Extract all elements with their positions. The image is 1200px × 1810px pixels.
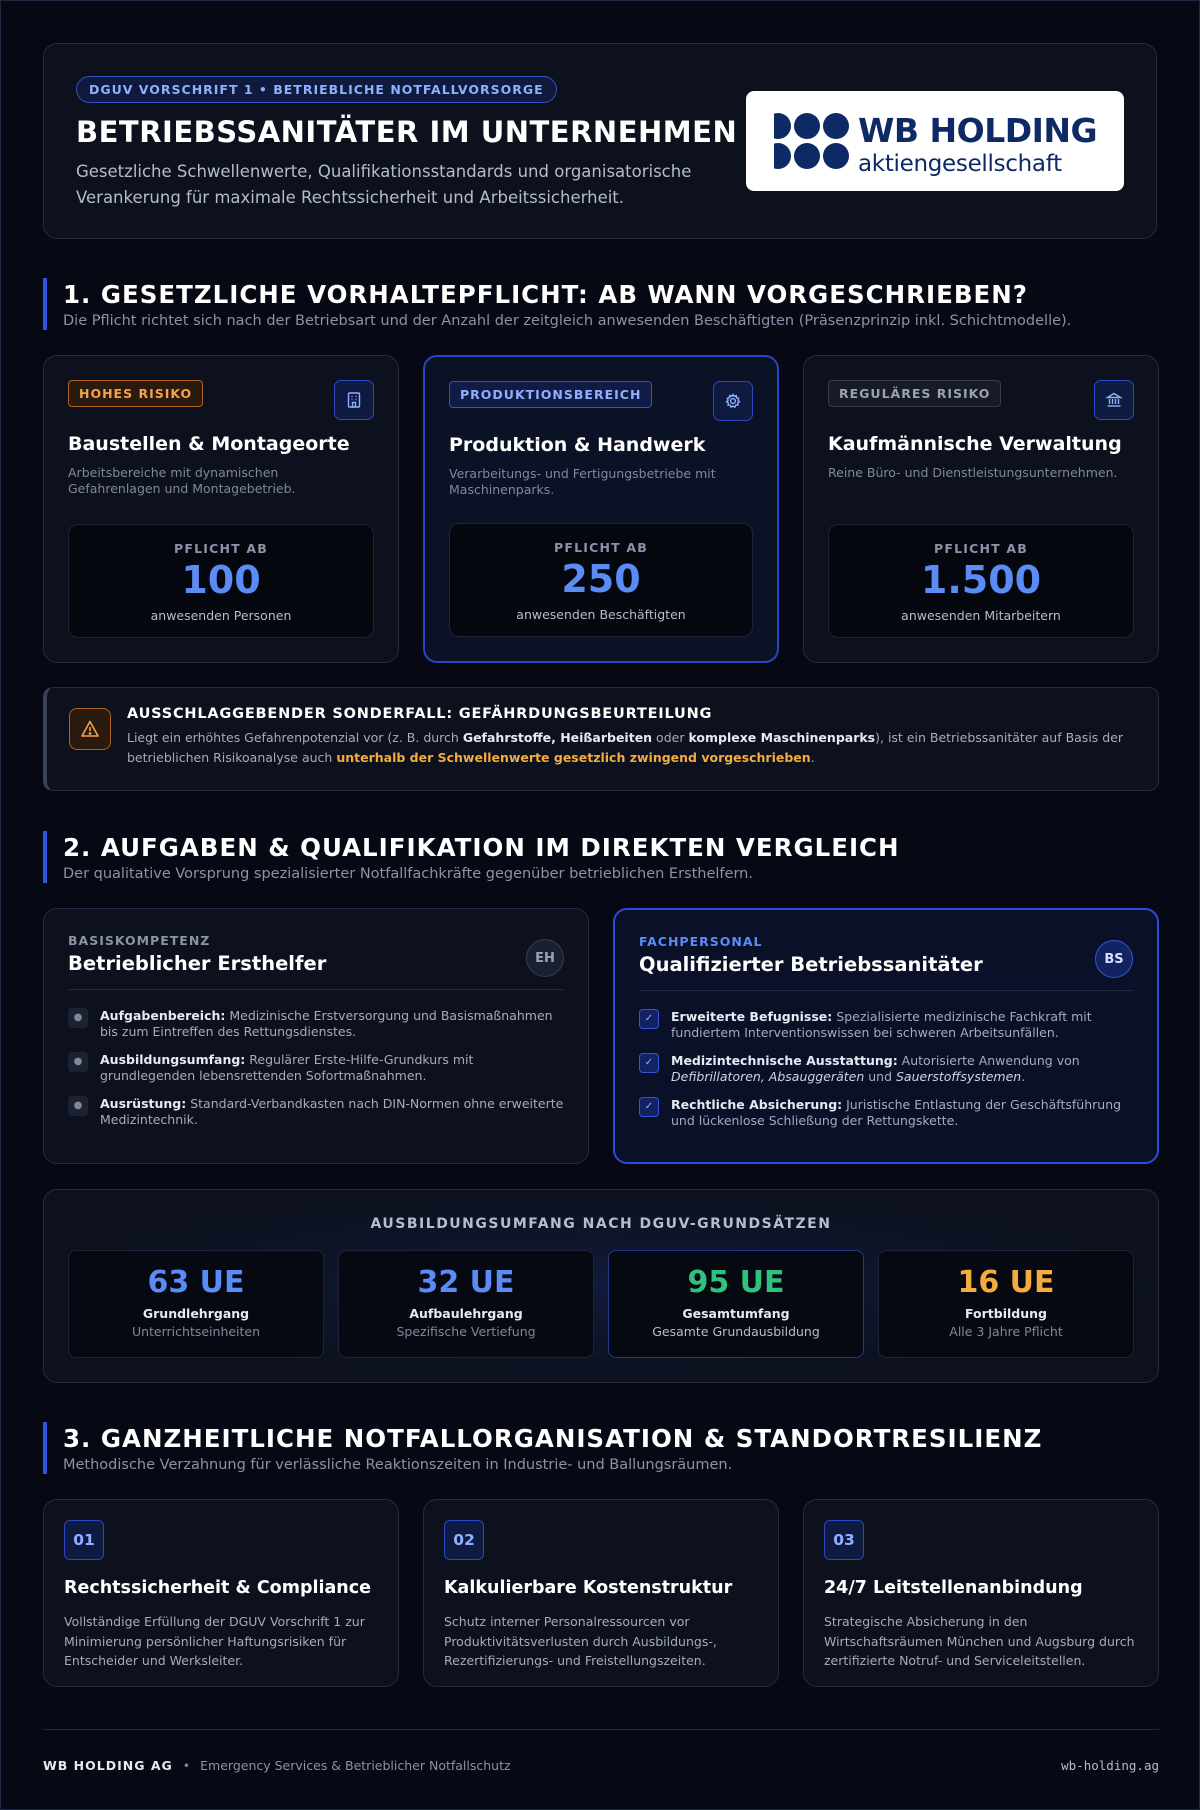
risk-badge: PRODUKTIONSBEREICH [449,381,652,408]
benefit-card-costs [423,1499,779,1687]
page-title: BETRIEBSSANITÄTER IM UNTERNEHMEN [76,115,738,149]
stat-sublabel: Alle 3 Jahre Pflicht [949,1324,1063,1339]
card-text: Vollständige Erfüllung der DGUV Vorschrift 1 zur Minimierung persönlicher Haftungsrisiken für Entscheider und Werksleiter. [64,1614,365,1668]
card-kicker: FACHPERSONAL [639,934,763,949]
special-case-alert [43,687,1159,791]
hero-subtitle: Gesetzliche Schwellenwerte, Qualifikationsstandards und organisatorische Verankerung für maximale Rechtssicherheit und Arbeitssicherheit. [76,162,692,207]
section-2-subtitle: Der qualitative Vorsprung spezialisierter Notfallfachkräfte gegenüber betrieblichen Ersthelfern. [63,866,753,882]
list-item: ● Ausrüstung: Standard-Verbandkasten nach DIN-Normen ohne erweiterte Medizintechnik. [68,1096,564,1128]
bullet-dot-icon: ● [68,1052,88,1072]
feature-list [68,1008,564,1128]
list-item: ✓ Erweiterte Befugnisse: Spezialisierte medizinische Fachkraft mit fundiertem Interventionswissen bei schweren Arbeitsunfällen. [639,1009,1133,1041]
stat-label: Fortbildung [965,1306,1047,1321]
step-number: 03 [824,1520,864,1560]
training-scope-panel [43,1189,1159,1383]
threshold-box [68,524,374,638]
alert-text: Liegt ein erhöhtes Gefahrenpotenzial vor (z. B. durch Gefahrstoffe, Heißarbeiten oder komplexe Maschinenparks), ist ein Betriebssanitäter auf Basis der betrieblichen Risikoanalyse auch unterhalb der Schwellenwerte gesetzlich zwingend vorgeschrieben. [127,730,1124,765]
threshold-value: 1.500 [920,558,1042,602]
card-description: Verarbeitungs- und Fertigungsbetriebe mit Maschinenparks. [449,466,716,497]
building-icon [334,380,374,420]
card-text: Schutz interner Personalressourcen vor Produktivitätsverlusten durch Ausbildungs-, Rezertifizierungs- und Freistellungszeiten. [444,1614,717,1668]
training-title: AUSBILDUNGSUMFANG NACH DGUV-GRUNDSÄTZEN [370,1216,832,1232]
training-stat-total [608,1250,864,1358]
stat-value: 16 UE [957,1265,1055,1300]
stat-label: Aufbaulehrgang [409,1306,523,1321]
threshold-value: 100 [181,558,261,602]
threshold-card-administration [803,355,1159,663]
card-title: Baustellen & Montageorte [68,433,350,455]
benefit-card-compliance [43,1499,399,1687]
logo-subtitle: aktiengesellschaft [858,151,1062,177]
check-icon: ✓ [639,1053,659,1073]
step-number: 01 [64,1520,104,1560]
threshold-card-production [423,355,779,663]
card-title: Produktion & Handwerk [449,434,706,456]
stat-value: 95 UE [687,1265,785,1300]
section-1-subtitle: Die Pflicht richtet sich nach der Betriebsart und der Anzahl der zeitgleich anwesenden Beschäftigten (Präsenzprinzip inkl. Schichtmodelle). [63,313,1072,329]
warning-icon [69,708,111,750]
footer-tagline: Emergency Services & Betrieblicher Notfallschutz [200,1758,511,1773]
threshold-box [449,523,753,637]
list-item: ● Aufgabenbereich: Medizinische Erstversorgung und Basismaßnahmen bis zum Eintreffen des Rettungsdienstes. [68,1008,564,1040]
card-text: Strategische Absicherung in den Wirtschaftsräumen München und Augsburg durch zertifizierte Notruf- und Serviceleitstellen. [824,1614,1135,1668]
bullet-dot-icon: ● [68,1008,88,1028]
footer-website-link[interactable]: wb-holding.ag [1061,1758,1159,1773]
risk-badge: HOHES RISIKO [68,380,203,407]
stat-sublabel: Spezifische Vertiefung [396,1324,536,1339]
footer-separator: • [182,1758,191,1773]
threshold-label: PFLICHT AB [933,541,1029,556]
hero-header [43,43,1157,239]
logo-mark-icon [764,111,854,171]
footer-brand: WB HOLDING AG [43,1758,173,1773]
alert-highlight: unterhalb der Schwellenwerte gesetzlich zwingend vorgeschrieben [336,750,811,765]
stat-sublabel: Gesamte Grundausbildung [652,1324,820,1339]
stat-value: 32 UE [417,1265,515,1300]
list-item: ● Ausbildungsumfang: Regulärer Erste-Hilfe-Grundkurs mit grundlegenden lebensrettenden Sofortmaßnahmen. [68,1052,564,1084]
bank-icon [1094,380,1134,420]
section-3-subtitle: Methodische Verzahnung für verlässliche Reaktionszeiten in Industrie- und Ballungsräumen. [63,1457,733,1473]
card-title: Qualifizierter Betriebssanitäter [639,953,983,976]
section-1-title: 1. GESETZLICHE VORHALTEPFLICHT: AB WANN VORGESCHRIEBEN? [63,280,1028,309]
threshold-unit: anwesenden Personen [150,608,292,623]
avatar: BS [1095,940,1133,978]
section-1-header [43,278,1071,330]
logo-name: WB HOLDING [858,111,1098,150]
alert-title: AUSSCHLAGGEBENDER SONDERFALL: GEFÄHRDUNGSBEURTEILUNG [127,706,713,722]
card-title: Rechtssicherheit & Compliance [64,1578,371,1598]
section-3-header [43,1422,1042,1474]
hero-pill: DGUV VORSCHRIFT 1 • BETRIEBLICHE NOTFALLVORSORGE [76,76,557,103]
card-title: 24/7 Leitstellenanbindung [824,1578,1083,1598]
card-title: Kalkulierbare Kostenstruktur [444,1578,733,1598]
section-2-title: 2. AUFGABEN & QUALIFIKATION IM DIREKTEN VERGLEICH [63,833,900,862]
check-icon: ✓ [639,1009,659,1029]
divider [68,989,564,990]
stat-value: 63 UE [147,1265,245,1300]
section-2-header [43,831,900,883]
threshold-value: 250 [561,557,641,601]
card-title: Betrieblicher Ersthelfer [68,952,327,975]
card-title: Kaufmännische Verwaltung [828,433,1122,455]
risk-badge: REGULÄRES RISIKO [828,380,1001,407]
card-description: Reine Büro- und Dienstleistungsunternehmen. [828,465,1118,480]
first-aider-card [43,908,589,1164]
benefit-card-dispatch [803,1499,1159,1687]
check-icon: ✓ [639,1097,659,1117]
step-number: 02 [444,1520,484,1560]
threshold-label: PFLICHT AB [553,540,649,555]
card-kicker: BASISKOMPETENZ [68,933,211,948]
stat-label: Grundlehrgang [142,1306,250,1321]
training-stat [338,1250,594,1358]
threshold-cards [43,355,1159,663]
avatar: EH [526,939,564,977]
footer [43,1729,1159,1789]
threshold-card-construction [43,355,399,663]
card-description: Arbeitsbereiche mit dynamischen Gefahrenlagen und Montagebetrieb. [68,465,296,496]
bullet-dot-icon: ● [68,1096,88,1116]
threshold-box [828,524,1134,638]
training-stat [68,1250,324,1358]
section-3-title: 3. GANZHEITLICHE NOTFALLORGANISATION & STANDORTRESILIENZ [63,1424,1043,1453]
threshold-unit: anwesenden Mitarbeitern [901,608,1061,623]
stat-label: Gesamtumfang [682,1306,790,1321]
divider [639,990,1133,991]
list-item: ✓ Medizintechnische Ausstattung: Autorisierte Anwendung von Defibrillatoren, Absauggeräten und Sauerstoffsystemen. [639,1053,1133,1085]
training-stat [878,1250,1134,1358]
paramedic-card [613,908,1159,1164]
stat-sublabel: Unterrichtseinheiten [131,1324,261,1339]
list-item: ✓ Rechtliche Absicherung: Juristische Entlastung der Geschäftsführung und lückenlose Schließung der Rettungskette. [639,1097,1133,1129]
threshold-label: PFLICHT AB [173,541,269,556]
threshold-unit: anwesenden Beschäftigten [516,607,686,622]
feature-list [639,1009,1133,1129]
gear-icon [713,381,753,421]
company-logo [746,91,1124,191]
